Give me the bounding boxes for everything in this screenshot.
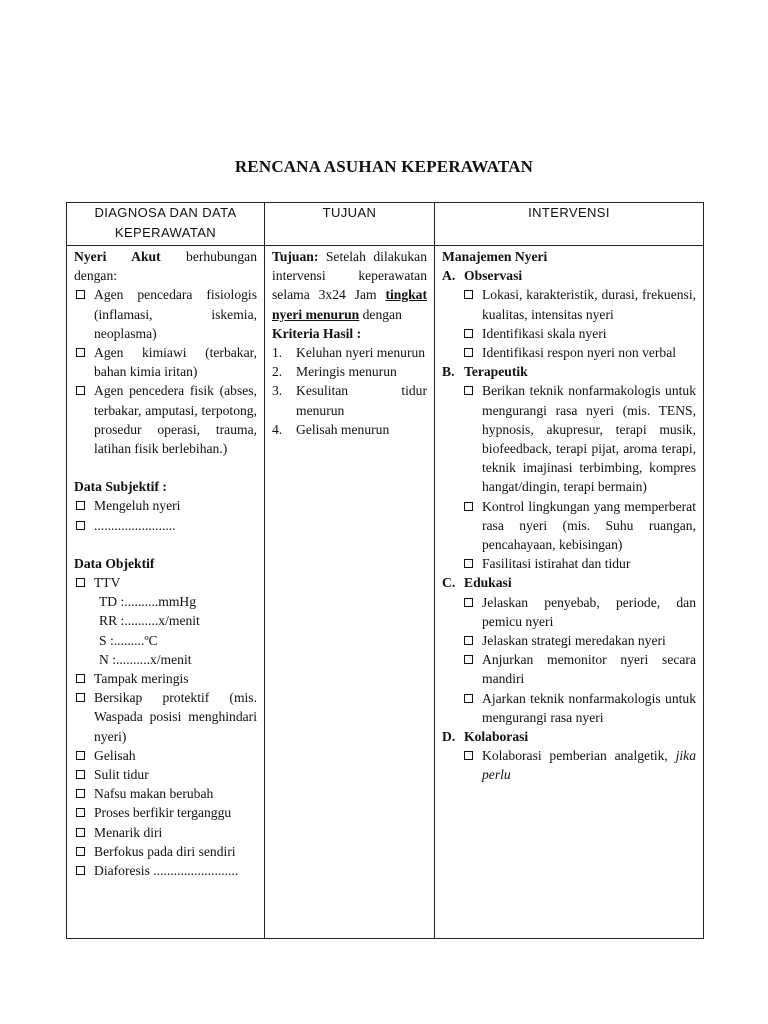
ttv-rr: RR :..........x/menit: [99, 613, 200, 629]
section-heading: B. Terapeutik: [442, 364, 528, 380]
list-item: ........................: [74, 516, 257, 535]
checkbox-icon: [76, 386, 85, 395]
list-item: Anjurkan memonitor nyeri secara mandiri: [462, 650, 696, 688]
list-item: Nafsu makan berubah: [74, 784, 257, 803]
diagnosa-cell: [67, 246, 265, 939]
diagnosa-lead-rest: berhubungan dengan:: [74, 249, 257, 284]
list-item: Jelaskan penyebab, periode, dan pemicu nyeri: [462, 593, 696, 631]
ttv-s: S :.........ºC: [99, 632, 158, 648]
list-item: Menarik diri: [74, 823, 257, 842]
list-item: Identifikasi respon nyeri non verbal: [462, 343, 696, 362]
checkbox-icon: [464, 386, 473, 395]
checkbox-icon: [76, 770, 85, 779]
list-item: Lokasi, karakteristik, durasi, frekuensi, kualitas, intensitas nyeri: [462, 285, 696, 323]
section-heading: C. Edukasi: [442, 575, 512, 591]
checkbox-icon: [464, 502, 473, 511]
header-intervensi: INTERVENSI: [435, 203, 704, 246]
list-item: Agen kimiawi (terbakar, bahan kimia iritan): [74, 343, 257, 381]
list-item: Berikan teknik nonfarmakologis untuk mengurangi rasa nyeri (mis. TENS, hypnosis, akupresur, terapi musik, biofeedback, terapi pijat, aroma terapi, teknik imajinasi terbimbing, kompres hangat/dingin, terapi bermain): [462, 381, 696, 496]
header-tujuan: TUJUAN: [265, 203, 435, 246]
checkbox-icon: [76, 808, 85, 817]
diagnosa-lead-bold: Nyeri Akut: [74, 249, 161, 264]
ttv-td: TD :..........mmHg: [99, 594, 197, 610]
section-heading: A. Observasi: [442, 268, 523, 284]
header-diagnosa: DIAGNOSA DAN DATA KEPERAWATAN: [67, 203, 265, 246]
list-item: Sulit tidur: [74, 765, 257, 784]
list-item: Identifikasi skala nyeri: [462, 324, 696, 343]
list-item: Mengeluh nyeri: [74, 496, 257, 515]
list-item: Kontrol lingkungan yang memperberat rasa nyeri (mis. Suhu ruangan, pencahayaan, kebisingan): [462, 497, 696, 555]
checkbox-icon: [464, 329, 473, 338]
list-item: Jelaskan strategi meredakan nyeri: [462, 631, 696, 650]
page-title: RENCANA ASUHAN KEPERAWATAN: [234, 157, 534, 176]
list-item: Agen pencedera fisik (abses, terbakar, amputasi, terpotong, prosedur operasi, trauma, latihan fisik berlebihan.): [74, 381, 257, 458]
list-item: 2. Meringis menurun: [272, 364, 397, 380]
care-plan-table: [66, 202, 704, 939]
checkbox-icon: [76, 501, 85, 510]
list-item: Fasilitasi istirahat dan tidur: [462, 554, 696, 573]
list-item: TTV: [74, 573, 257, 592]
checkbox-icon: [76, 290, 85, 299]
checkbox-icon: [464, 290, 473, 299]
checkbox-icon: [76, 866, 85, 875]
checkbox-icon: [464, 348, 473, 357]
kriteria-label: Kriteria Hasil :: [272, 325, 362, 341]
list-item: 3. Kesulitan tidur menurun: [272, 383, 427, 418]
checkbox-icon: [76, 521, 85, 530]
list-item: Gelisah: [74, 746, 257, 765]
checkbox-icon: [76, 789, 85, 798]
checkbox-icon: [76, 578, 85, 587]
checkbox-icon: [464, 636, 473, 645]
checkbox-icon: [464, 598, 473, 607]
table-body-row: [67, 246, 704, 939]
list-item: Kolaborasi pemberian analgetik, jika perlu: [462, 746, 696, 784]
checkbox-icon: [464, 694, 473, 703]
checkbox-icon: [76, 828, 85, 837]
list-item: Bersikap protektif (mis. Waspada posisi menghindari nyeri): [74, 688, 257, 746]
objektif-label: Data Objektif: [74, 555, 155, 571]
list-item: 4. Gelisah menurun: [272, 421, 390, 437]
list-item: Berfokus pada diri sendiri: [74, 842, 257, 861]
tujuan-cell: [265, 246, 435, 939]
intervensi-cell: [435, 246, 704, 939]
ttv-n: N :..........x/menit: [99, 651, 192, 667]
list-item: Tampak meringis: [74, 669, 257, 688]
subjektif-label: Data Subjektif :: [74, 479, 167, 495]
tujuan-text: Tujuan: Setelah dilakukan intervensi keperawatan selama 3x24 Jam tingkat nyeri menurun dengan: [272, 249, 427, 322]
checkbox-icon: [464, 559, 473, 568]
list-item: Proses berfikir terganggu: [74, 803, 257, 822]
checkbox-icon: [464, 751, 473, 760]
checkbox-icon: [76, 348, 85, 357]
checkbox-icon: [76, 847, 85, 856]
list-item: 1. Keluhan nyeri menurun: [272, 345, 426, 361]
checkbox-icon: [76, 674, 85, 683]
list-item: Agen pencedara fisiologis (inflamasi, iskemia, neoplasma): [74, 285, 257, 343]
list-item: Ajarkan teknik nonfarmakologis untuk mengurangi rasa nyeri: [462, 689, 696, 727]
checkbox-icon: [464, 655, 473, 664]
table-header-row: [67, 203, 704, 246]
list-item: Diaforesis .........................: [74, 861, 257, 880]
checkbox-icon: [76, 751, 85, 760]
diagnosa-lead: [74, 247, 257, 285]
section-heading: D. Kolaborasi: [442, 729, 529, 745]
checkbox-icon: [76, 693, 85, 702]
intervensi-title: Manajemen Nyeri: [442, 249, 548, 264]
